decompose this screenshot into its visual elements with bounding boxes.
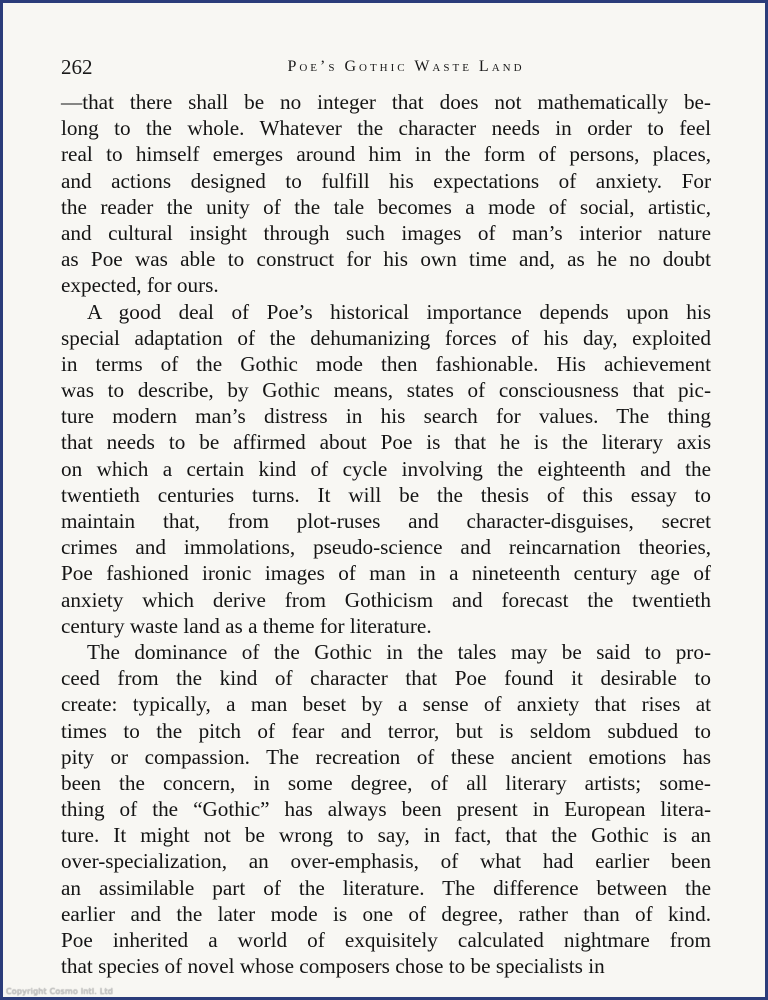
running-title: Poe’s Gothic Waste Land xyxy=(287,58,525,75)
page-number: 262 xyxy=(61,55,93,79)
text-line: that species of novel whose composers chose to be specialists in xyxy=(61,954,605,979)
text-line: —that there shall be no integer that does not mathematically be- xyxy=(61,90,711,114)
text-line: times to the pitch of fear and terror, but is seldom subdued to xyxy=(61,718,711,743)
text-line: ture. It might not be wrong to say, in fact, that the Gothic is an xyxy=(61,823,711,848)
text-line: century waste land as a theme for literature. xyxy=(61,613,432,638)
paragraph xyxy=(61,639,711,979)
text-line: expected, for ours. xyxy=(61,273,219,298)
text-line: ceed from the kind of character that Poe found it desirable to xyxy=(61,666,711,691)
text-line: in terms of the Gothic mode then fashionable. His achievement xyxy=(61,351,711,376)
text-line: Poe inherited a world of exquisitely calculated nightmare from xyxy=(61,928,711,952)
text-line: was to describe, by Gothic means, states of consciousness that pic- xyxy=(61,378,711,403)
text-line: pity or compassion. The recreation of these ancient emotions has xyxy=(61,744,711,769)
text-line: long to the whole. Whatever the character needs in order to feel xyxy=(61,116,711,141)
text-line: twentieth centuries turns. It will be the thesis of this essay to xyxy=(61,482,711,507)
text-line: over-specialization, an over-emphasis, of what had earlier been xyxy=(61,849,711,874)
text-line: create: typically, a man beset by a sense of anxiety that rises at xyxy=(61,692,711,717)
text-line: A good deal of Poe’s historical importance depends upon his xyxy=(87,299,711,324)
text-line: on which a certain kind of cycle involving the eighteenth and the xyxy=(61,456,711,481)
text-line: as Poe was able to construct for his own time and, as he no doubt xyxy=(61,247,711,272)
text-line: and actions designed to fulfill his expectations of anxiety. For xyxy=(61,168,711,193)
text-line: Poe fashioned ironic images of man in a nineteenth century age of xyxy=(61,561,711,586)
paragraph xyxy=(61,299,711,639)
copyright-watermark: Copyright Cosmo Intl. Ltd xyxy=(6,987,114,996)
text-line: anxiety which derive from Gothicism and forecast the twentieth xyxy=(61,587,711,612)
text-line: and cultural insight through such images of man’s interior nature xyxy=(61,220,711,245)
text-line: the reader the unity of the tale becomes a mode of social, artistic, xyxy=(61,194,711,219)
text-line: been the concern, in some degree, of all literary artists; some- xyxy=(61,770,711,795)
text-line: maintain that, from plot-ruses and character-disguises, secret xyxy=(61,509,711,533)
text-line: an assimilable part of the literature. The difference between the xyxy=(61,875,711,900)
text-line: real to himself emerges around him in the form of persons, places, xyxy=(61,142,711,167)
text-line: special adaptation of the dehumanizing forces of his day, exploited xyxy=(61,325,711,350)
body-text xyxy=(61,89,711,979)
text-line: ture modern man’s distress in his search for values. The thing xyxy=(61,404,711,429)
text-line: The dominance of the Gothic in the tales may be said to pro- xyxy=(87,639,711,664)
paragraph xyxy=(61,89,711,299)
text-line: that needs to be affirmed about Poe is that he is the literary axis xyxy=(61,430,711,455)
page-header xyxy=(61,55,711,83)
text-line: crimes and immolations, pseudo-science and reincarnation theories, xyxy=(61,535,711,560)
text-line: thing of the “Gothic” has always been present in European litera- xyxy=(61,797,711,822)
text-line: earlier and the later mode is one of degree, rather than of kind. xyxy=(61,901,711,926)
